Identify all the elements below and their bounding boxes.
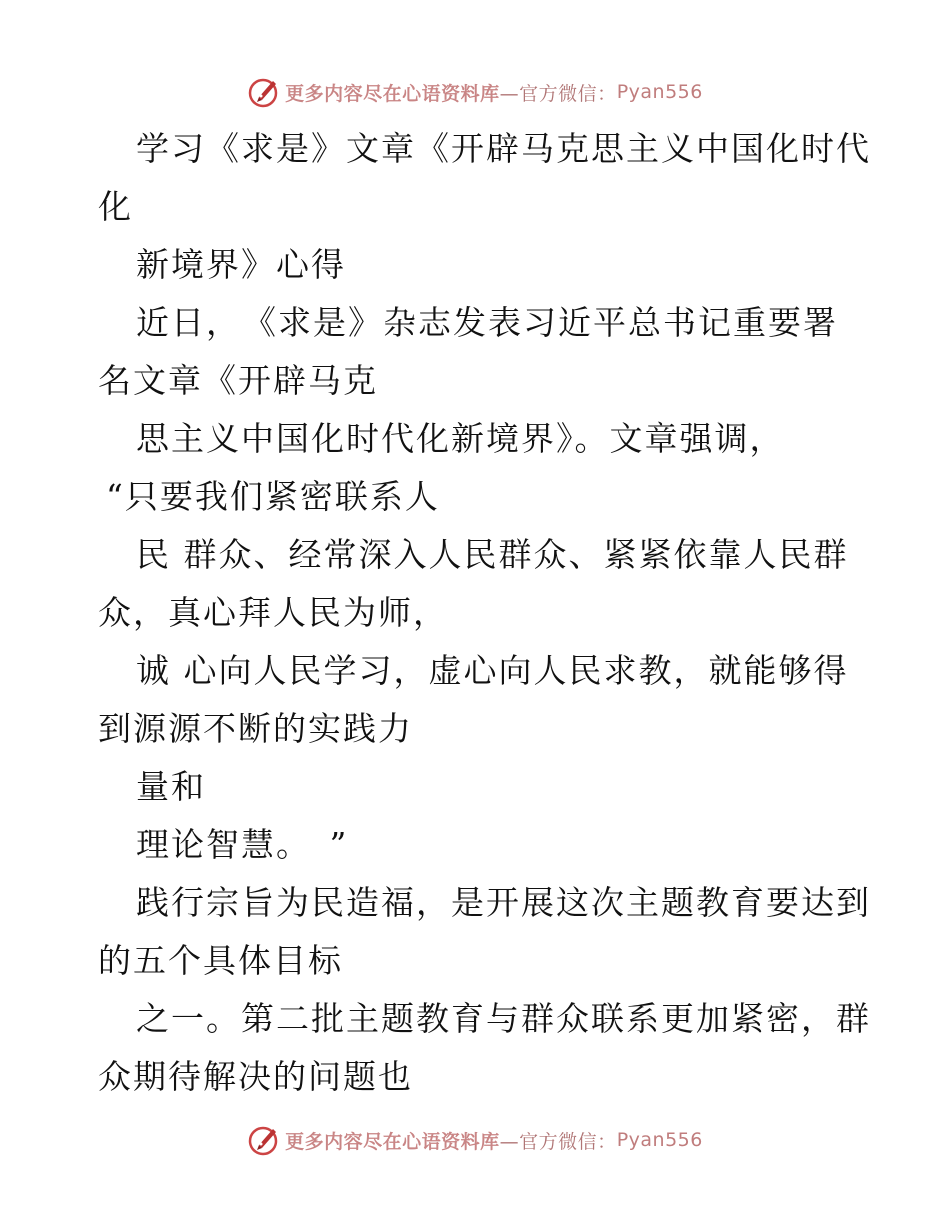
- footer-wechat-id: Pyan556: [616, 1129, 703, 1151]
- text-line: “只要我们紧密联系人: [106, 477, 440, 516]
- text-line: 诚 心向人民学习，虚心向人民求教，就能够得: [136, 651, 849, 690]
- text-line: 民 群众、经常深入人民群众、紧紧依靠人民群: [136, 535, 849, 574]
- pen-nib-circle-icon: [247, 75, 281, 109]
- header-wechat-id: Pyan556: [616, 81, 703, 103]
- header-site-name: 更多内容尽在心语资料库: [285, 82, 500, 105]
- footer-watermark: [0, 1120, 950, 1160]
- text-line: 之一。第二批主题教育与群众联系更加紧密，群: [136, 999, 871, 1038]
- footer-site-name: 更多内容尽在心语资料库: [285, 1130, 500, 1153]
- text-line: 学习《求是》文章《开辟马克思主义中国化时代: [136, 129, 871, 168]
- document-body: [98, 120, 878, 1106]
- pen-nib-circle-icon: [247, 1123, 281, 1157]
- text-line: 名文章《开辟马克: [98, 361, 378, 400]
- text-line: 量和: [136, 767, 206, 806]
- header-watermark: [0, 72, 950, 112]
- text-line: 思主义中国化时代化新境界》。文章强调，: [136, 419, 785, 458]
- text-line: 践行宗旨为民造福，是开展这次主题教育要达到: [136, 883, 871, 922]
- text-line: 近日， 《求是》杂志发表习近平总书记重要署: [136, 303, 838, 342]
- text-line: 化: [98, 187, 133, 226]
- text-line: 众期待解决的问题也: [98, 1057, 413, 1096]
- footer-watermark-text: [285, 1127, 703, 1154]
- header-wechat-label: —官方微信：: [499, 82, 617, 105]
- footer-wechat-label: —官方微信：: [499, 1130, 617, 1153]
- text-line: 新境界》心得: [136, 245, 346, 284]
- text-line: 到源源不断的实践力: [98, 709, 413, 748]
- text-line: 的五个具体目标: [98, 941, 343, 980]
- header-watermark-text: [285, 79, 703, 106]
- text-line: 众，真心拜人民为师，: [98, 593, 448, 632]
- text-line: 理论智慧。 ”: [136, 825, 349, 864]
